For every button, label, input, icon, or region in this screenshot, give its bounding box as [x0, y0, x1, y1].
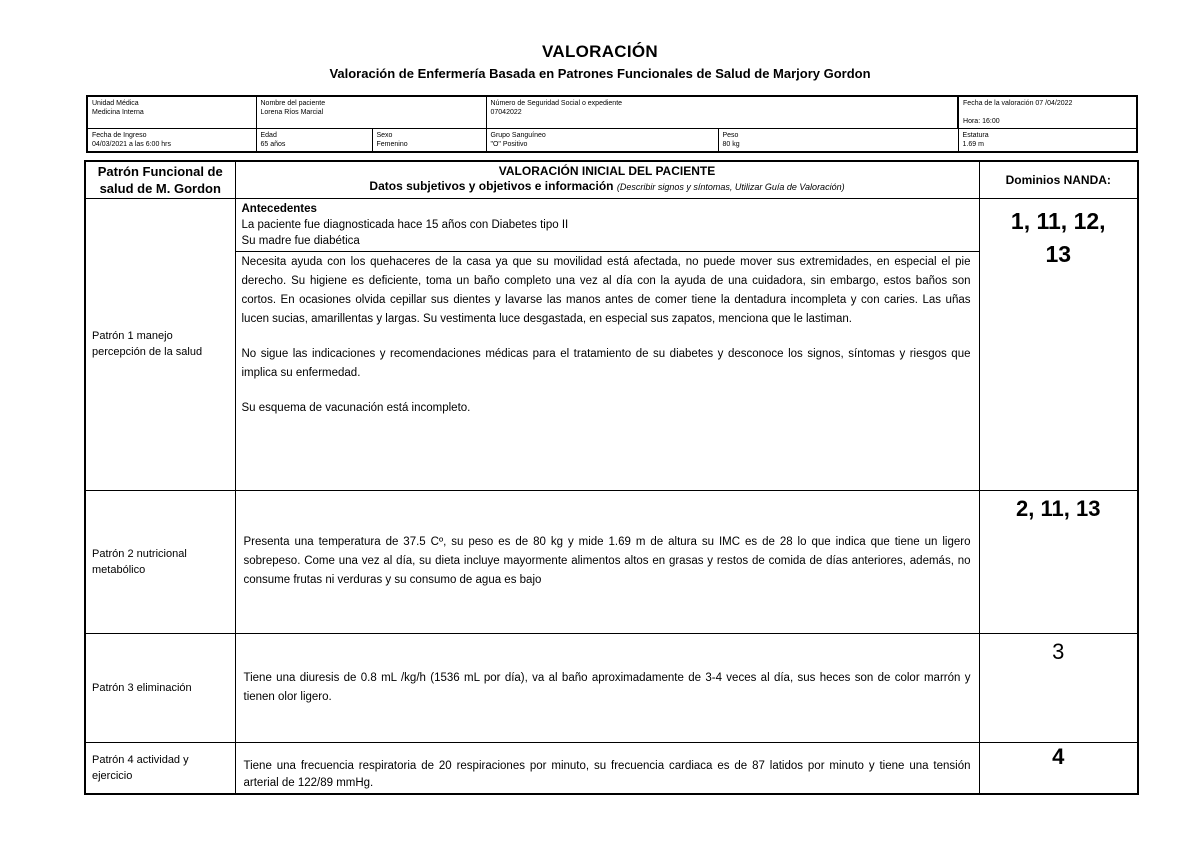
nss-cell	[486, 96, 958, 129]
valoracion-header	[235, 161, 979, 198]
patient-info-table	[86, 95, 1138, 153]
table-row	[85, 633, 1138, 742]
edad-value: 65 años	[260, 141, 286, 148]
fecha-valoracion-label: Fecha de la valoración 07 /04/2022	[963, 100, 1073, 107]
valoracion-sub: Datos subjetivos y objetivos e información	[369, 179, 614, 194]
edad-cell	[256, 129, 372, 153]
table-row	[85, 742, 1138, 794]
fecha-valoracion-cell	[958, 96, 1137, 129]
patron-1-paragraph-1: Necesita ayuda con los quehaceres de la casa ya que su movilidad está afectada, no puede mover sus extremidades, en especial el pie derecho. Su higiene es deficiente, toma un baño completo una vez al día con la ayuda de una cuidadora, sin embargo, estos baños son cortos. En ocasiones olvida cepillar sus dientes y lavarse las manos antes de comer tiene la dentadura incompleta y con caries. Las uñas lucen sucias, amarillentas y largas. Su vestimenta luce desgastada, en especial sus zapatos, menciona que le lastiman.	[241, 255, 971, 325]
patron-3-name: Patrón 3 eliminación	[85, 633, 235, 742]
antecedentes-block	[236, 199, 979, 251]
patron-2-dominios: 2, 11, 13	[979, 490, 1138, 633]
unidad-value: Medicina Interna	[92, 109, 144, 116]
ingreso-cell	[87, 129, 256, 153]
grupo-cell	[486, 129, 718, 153]
patron-1-name: Patrón 1 manejo percepción de la salud	[85, 198, 235, 490]
patron-4-name: Patrón 4 actividad y ejercicio	[85, 742, 235, 794]
estatura-value: 1.69 m	[962, 141, 984, 148]
unidad-cell	[87, 96, 256, 129]
nombre-value: Lorena Ríos Marcial	[260, 109, 324, 116]
ingreso-label: Fecha de Ingreso	[92, 132, 147, 139]
patron-4-description	[235, 742, 979, 794]
antecedentes-title: Antecedentes	[241, 202, 317, 215]
antecedentes-line-2: Su madre fue diabética	[241, 234, 360, 247]
patron-3-paragraph: Tiene una diuresis de 0.8 mL /kg/h (1536 mL por día), va al baño aproximadamente de 3-4 veces al día, sus heces son de color marrón y tienen olor ligero.	[243, 671, 971, 703]
sexo-label: Sexo	[376, 132, 393, 139]
patron-1-description	[235, 198, 979, 490]
patron-1-paragraph-2: No sigue las indicaciones y recomendaciones médicas para el tratamiento de su diabetes y desconoce los signos, síntomas y riesgos que implica su enfermedad.	[241, 347, 971, 379]
peso-value: 80 kg	[722, 141, 740, 148]
assessment-table	[84, 160, 1139, 795]
patron-header-line1: Patrón Funcional de	[97, 163, 223, 179]
patron-1-paragraph-3: Su esquema de vacunación está incompleto.	[241, 401, 471, 414]
table-row	[85, 490, 1138, 633]
patron-4-dominios: 4	[979, 742, 1138, 794]
nss-value: 07042022	[490, 109, 522, 116]
hora-label: Hora: 16:00	[963, 118, 1000, 125]
patron-2-paragraph: Presenta una temperatura de 37.5 Cº, su peso es de 80 kg y mide 1.69 m de altura su IMC es de 28 lo que indica que tiene un ligero sobrepeso. Come una vez al día, su dieta incluye mayormente alimentos altos en grasas y restos de comida de días anteriores, además, no consume frutas ni verduras y su consumo de agua es bajo	[243, 536, 971, 586]
valoracion-note: (Describir signos y síntomas, Utilizar Guía de Valoración)	[616, 182, 845, 193]
patron-3-description	[235, 633, 979, 742]
peso-label: Peso	[722, 132, 739, 139]
document-title: VALORACIÓN	[541, 42, 658, 61]
grupo-value: "O" Positivo	[490, 141, 528, 148]
unidad-label: Unidad Médica	[92, 100, 139, 107]
estatura-label: Estatura	[962, 132, 989, 139]
nombre-label: Nombre del paciente	[260, 100, 326, 107]
nss-label: Número de Seguridad Social o expediente	[490, 100, 623, 107]
patron-1-dominios: 1, 11, 12, 13	[979, 198, 1138, 490]
sexo-value: Femenino	[376, 141, 408, 148]
patron-header	[85, 161, 235, 198]
grupo-label: Grupo Sanguíneo	[490, 132, 546, 139]
peso-cell	[718, 129, 958, 153]
nombre-cell	[256, 96, 486, 129]
ingreso-value: 04/03/2021 a las 6:00 hrs	[92, 141, 172, 148]
dominios-header: Dominios NANDA:	[979, 161, 1138, 198]
estatura-cell	[958, 129, 1137, 153]
patron-2-name: Patrón 2 nutricional metabólico	[85, 490, 235, 633]
antecedentes-line-1: La paciente fue diagnosticada hace 15 años con Diabetes tipo II	[241, 218, 569, 231]
patron-4-paragraph: Tiene una frecuencia respiratoria de 20 respiraciones por minuto, su frecuencia cardiaca es de 87 latidos por minuto y tiene una tensión arterial de 122/89 mmHg.	[243, 760, 971, 789]
sexo-cell	[372, 129, 486, 153]
patron-3-dominios: 3	[979, 633, 1138, 742]
document-subtitle: Valoración de Enfermería Basada en Patrones Funcionales de Salud de Marjory Gordon	[329, 66, 871, 81]
table-row	[85, 198, 1138, 490]
patron-2-description	[235, 490, 979, 633]
patron-header-line2: salud de M. Gordon	[99, 180, 221, 196]
valoracion-title: VALORACIÓN INICIAL DEL PACIENTE	[498, 164, 716, 179]
edad-label: Edad	[260, 132, 277, 139]
